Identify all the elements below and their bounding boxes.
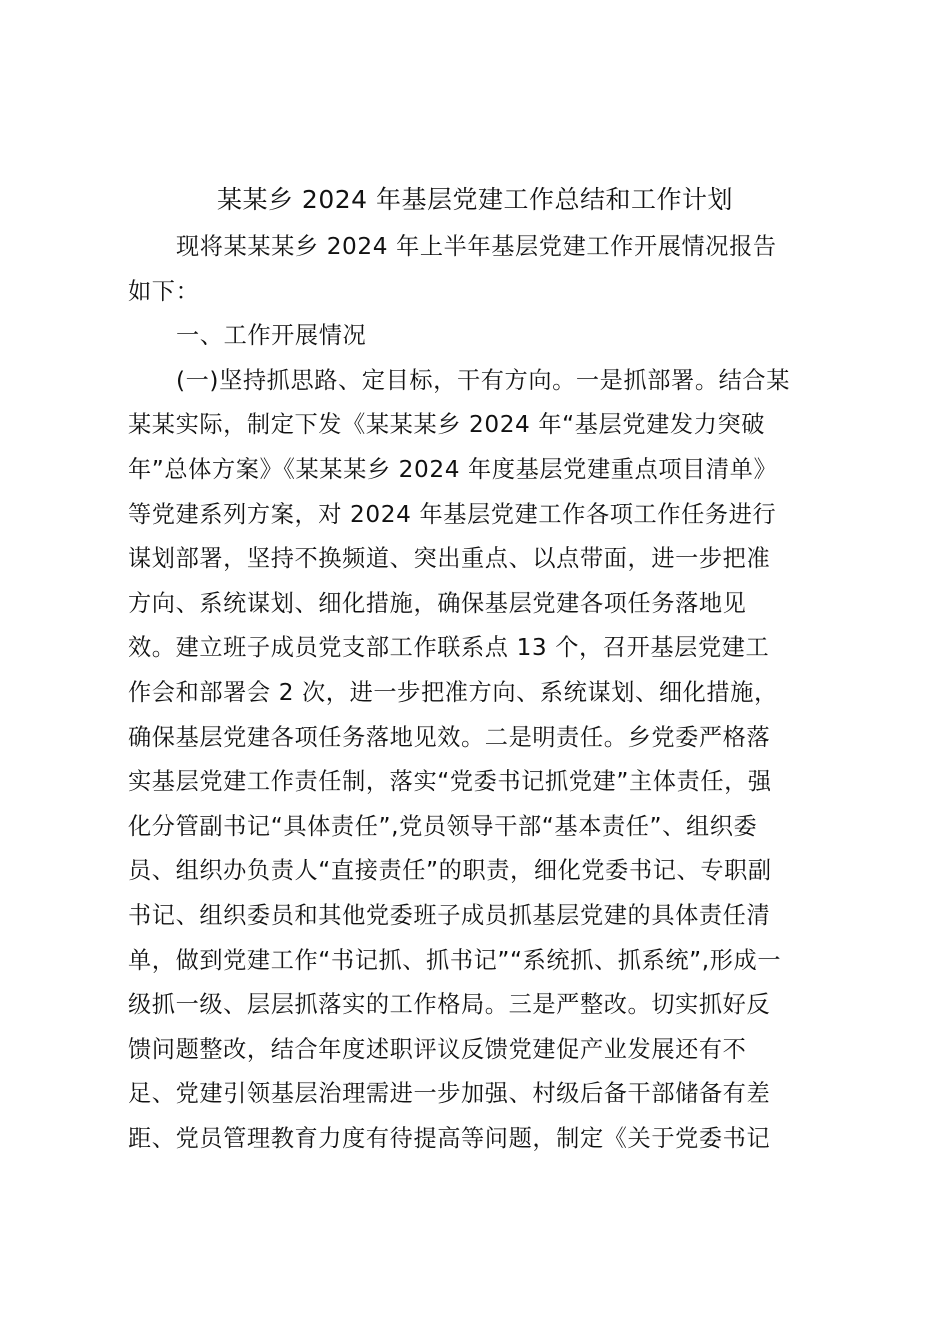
paragraph-line: 效。建立班子成员党支部工作联系点 13 个，召开基层党建工 [128,634,770,662]
paragraph-line: 足、党建引领基层治理需进一步加强、村级后备干部储备有差 [128,1080,771,1108]
paragraph-line: 确保基层党建各项任务落地见效。二是明责任。乡党委严格落 [128,723,771,751]
paragraph-line: 等党建系列方案，对 2024 年基层党建工作各项工作任务进行 [128,500,777,528]
paragraph-line: 如下： [128,277,200,305]
paragraph-line: 现将某某某乡 2024 年上半年基层党建工作开展情况报告 [176,233,777,260]
paragraph-line: 员、组织办负责人“直接责任”的职责，细化党委书记、专职副 [128,857,772,885]
document-body [128,225,828,1161]
paragraph-line: 单，做到党建工作“书记抓、抓书记”“系统抓、抓系统”,形成一 [128,946,782,974]
paragraph-line: 方向、系统谋划、细化措施，确保基层党建各项任务落地见 [128,589,747,617]
paragraph-line: 谋划部署，坚持不换频道、突出重点、以点带面，进一步把准 [128,545,771,573]
section-heading: 一、工作开展情况 [176,322,367,350]
paragraph-line: 化分管副书记“具体责任”,党员领导干部“基本责任”、组织委 [128,812,758,840]
document-title: 某某乡 2024 年基层党建工作总结和工作计划 [216,185,734,214]
paragraph-line: 某某实际，制定下发《某某某乡 2024 年“基层党建发力突破 [128,411,766,439]
paragraph-line: 距、党员管理教育力度有待提高等问题，制定《关于党委书记 [128,1124,771,1152]
paragraph-line: 馈问题整改，结合年度述职评议反馈党建促产业发展还有不 [128,1035,747,1063]
paragraph-line: 作会和部署会 2 次，进一步把准方向、系统谋划、细化措施， [128,678,778,706]
paragraph-line: 书记、组织委员和其他党委班子成员抓基层党建的具体责任清 [128,901,771,929]
paragraph-line: 级抓一级、层层抓落实的工作格局。三是严整改。切实抓好反 [128,991,771,1019]
paragraph-line: 实基层党建工作责任制，落实“党委书记抓党建”主体责任，强 [128,768,772,796]
paragraph-line: 年”总体方案》《某某某乡 2024 年度基层党建重点项目清单》 [128,455,778,483]
paragraph-line: (一)坚持抓思路、定目标，干有方向。一是抓部署。结合某 [176,366,790,394]
